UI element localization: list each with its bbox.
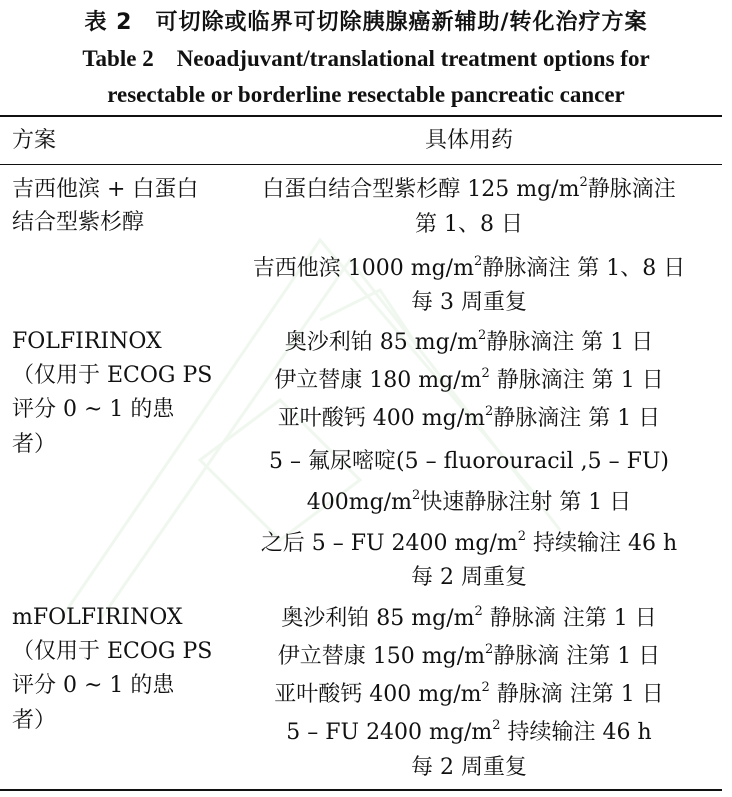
regimen-mfolfirinox-line1: mFOLFIRINOX	[12, 605, 183, 630]
drug-line: 每 3 周重复	[411, 290, 527, 315]
table-top-rule	[0, 115, 722, 117]
table-caption-english-line1: Table 2 Neoadjuvant/translational treatment options for	[82, 46, 650, 71]
regimen-folfirinox-line3: 评分 0 ~ 1 的患	[12, 397, 175, 422]
regimen-mfolfirinox-line2: （仅用于 ECOG PS	[12, 639, 213, 664]
drug-line: 第 1、8 日	[415, 212, 523, 237]
regimen-folfirinox-line1: FOLFIRINOX	[12, 329, 162, 354]
drug-line: 亚叶酸钙 400 $mg/m^2$静脉滴注 第 1 日	[277, 403, 661, 431]
drug-line: 伊立替康 150 $mg/m^2$静脉滴 注第 1 日	[277, 641, 661, 669]
drug-line: 每 2 周重复	[411, 755, 527, 780]
drug-line: 伊立替康 180 $mg/m^2$ 静脉滴注 第 1 日	[274, 365, 664, 393]
regimen-mfolfirinox-line4: 者）	[12, 708, 57, 733]
drug-line: 白蛋白结合型紫杉醇 125 $mg/m^2$静脉滴注	[262, 174, 676, 202]
regimen-mfolfirinox-line3: 评分 0 ~ 1 的患	[12, 673, 175, 698]
drug-line: 5 – 氟尿嘧啶(5 – fluorouracil ,5 – FU)	[269, 449, 669, 474]
table-header-rule	[0, 164, 722, 165]
drug-line: 吉西他滨 1000 $mg/m^2$静脉滴注 第 1、8 日	[252, 253, 686, 281]
drug-line: $400mg/m^2$快速静脉注射 第 1 日	[306, 487, 632, 515]
table-bottom-rule	[0, 789, 722, 791]
regimen-gem-nab-line1: 吉西他滨 + 白蛋白	[12, 177, 199, 202]
drug-line: 奥沙利铂 85 $mg/m^2$静脉滴注 第 1 日	[284, 327, 654, 355]
header-regimen: 方案	[12, 128, 57, 153]
drug-line: 每 2 周重复	[411, 565, 527, 590]
regimen-folfirinox-line2: （仅用于 ECOG PS	[12, 363, 213, 388]
drug-line: 奥沙利铂 85 $mg/m^2$ 静脉滴 注第 1 日	[281, 603, 657, 631]
drug-line: 之后 5 – FU 2400 $mg/m^2$ 持续输注 46 h	[260, 528, 678, 556]
drug-line: 亚叶酸钙 400 $mg/m^2$ 静脉滴 注第 1 日	[274, 679, 664, 707]
header-drugs: 具体用药	[424, 128, 513, 153]
table-caption-english-line2: resectable or borderline resectable pancreatic cancer	[107, 82, 625, 107]
regimen-folfirinox-line4: 者）	[12, 432, 57, 457]
regimen-gem-nab-line2: 结合型紫杉醇	[12, 210, 145, 235]
drug-line: 5 – FU 2400 $mg/m^2$ 持续输注 46 h	[286, 717, 652, 745]
table-caption-chinese: 表 2 可切除或临界可切除胰腺癌新辅助/转化治疗方案	[84, 10, 648, 35]
